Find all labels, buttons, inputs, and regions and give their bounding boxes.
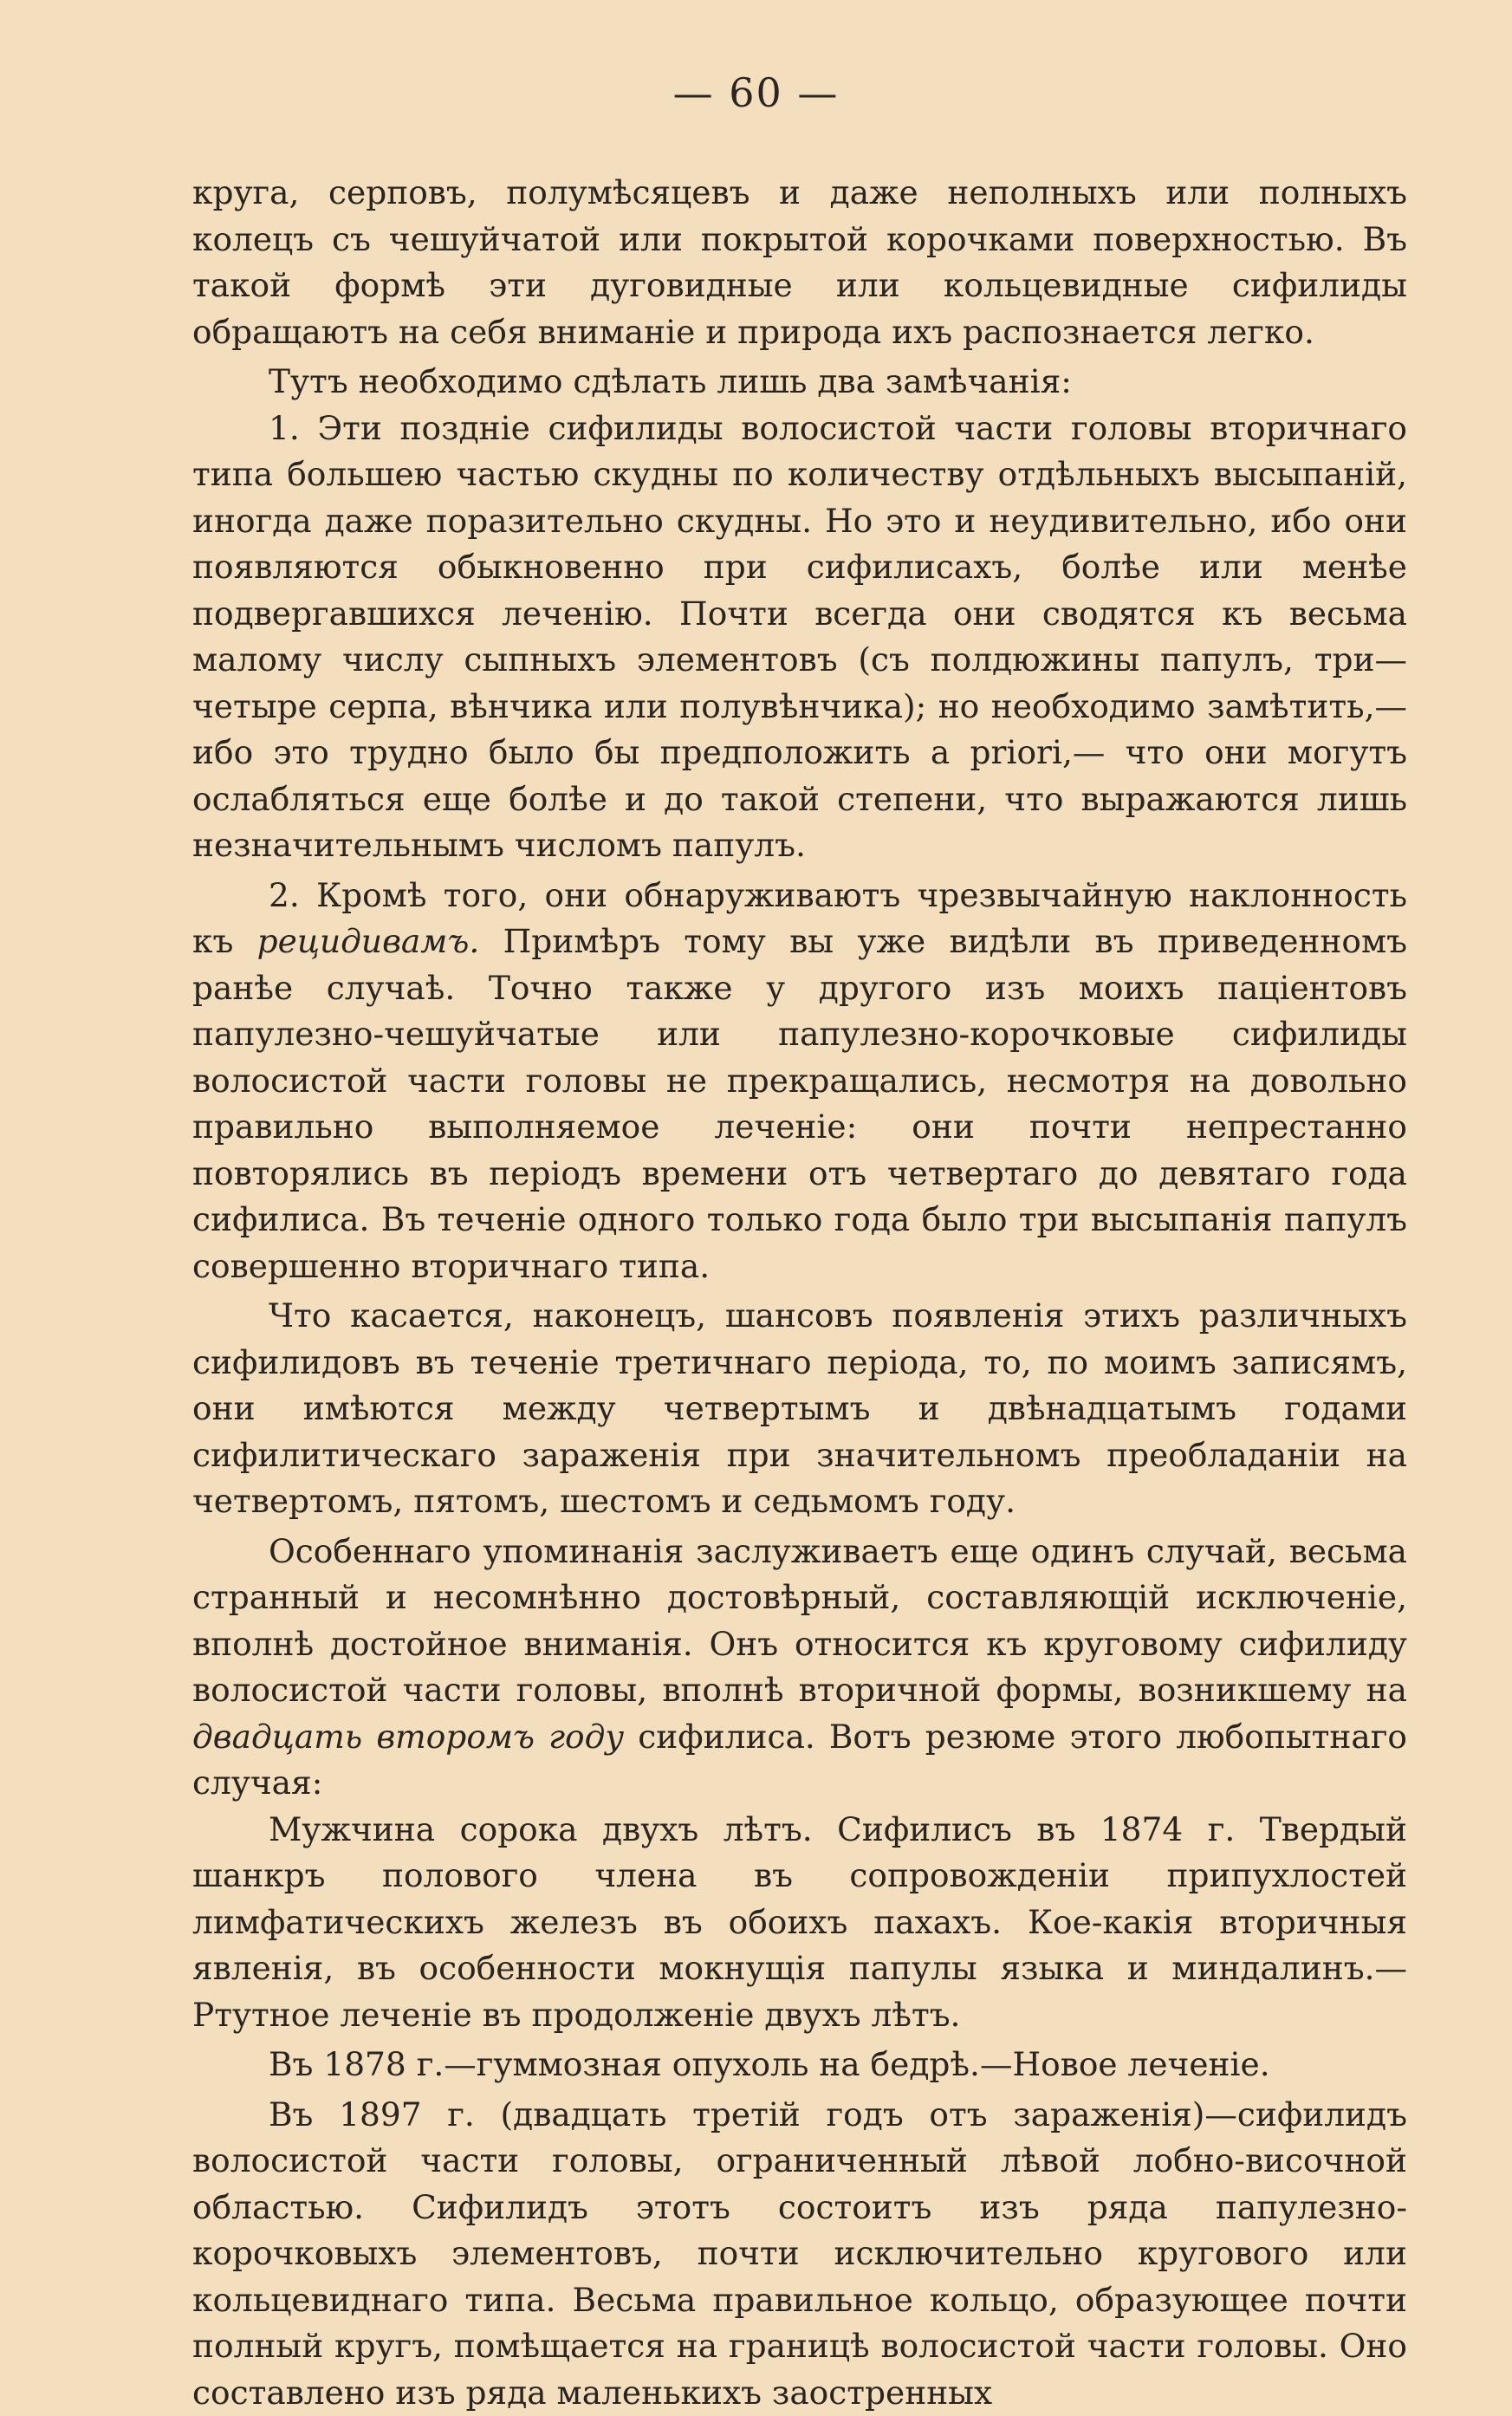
text-run: Въ 1897 г. (двадцать третій годъ отъ зараженія)—сифилидъ волосистой части головы, ограниченный лѣвой лобно-височной областью. Сифилидъ этотъ состоитъ изъ ряда папулезно-корочковыхъ элементовъ, почти исключительно кругового или кольцевиднаго типа. Весьма правильное кольцо, образующее почти полный кругъ, помѣщается на границѣ волосистой части головы. Оно составлено изъ ряда маленькихъ заостренных bbox=[192, 2095, 1407, 2412]
paragraph bbox=[192, 873, 1407, 1290]
text-run: Мужчина сорока двухъ лѣтъ. Сифилисъ въ 1874 г. Твердый шанкръ полового члена въ сопровожденіи припухлостей лимфатическихъ железъ въ обоихъ пахахъ. Кое-какія вторичныя явленія, въ особенности мокнущія папулы языка и миндалинъ.—Ртутное леченіе въ продолженіе двухъ лѣтъ. bbox=[192, 1810, 1407, 2034]
paragraph bbox=[192, 1293, 1407, 1525]
text-run: Примѣръ тому вы уже видѣли въ приведенномъ ранѣе случаѣ. Точно также у другого изъ моихъ паціентовъ папулезно-чешуйчатые или папулезно-корочковые сифилиды волосистой части головы не прекращались, несмотря на довольно правильно выполняемое леченіе: они почти непрестанно повторялись въ періодъ времени отъ четвертаго до девятаго года сифилиса. Въ теченіе одного только года было три высыпанія папулъ совершенно вторичнаго типа. bbox=[192, 922, 1407, 1285]
page-number: — 60 — bbox=[0, 69, 1512, 116]
text-run: 2. Кромѣ того, они обнаруживаютъ чрезвычайную наклонность къ bbox=[192, 876, 1407, 961]
text-run: сифилиса. Вотъ резюме этого любопытнаго случая: bbox=[192, 1718, 1407, 1802]
text-run: 1. Эти поздніе сифилиды волосистой части головы вторичнаго типа большею частью скудны по количеству отдѣльныхъ высыпаній, иногда даже поразительно скудны. Но это и неудивительно, ибо они появляются обыкновенно при сифилисахъ, болѣе или менѣе подвергавшихся леченію. Почти всегда они сводятся къ весьма малому числу сыпныхъ элементовъ (съ полдюжины папулъ, три—четыре серпа, вѣнчика или полувѣнчика); но необходимо замѣтить,—ибо это трудно было бы предположить a priori,— что они могутъ ослабляться еще болѣе и до такой степени, что выражаются лишь незначительнымъ числомъ папулъ. bbox=[192, 409, 1407, 865]
italic-text-run: рецидивамъ. bbox=[257, 922, 480, 960]
paragraph bbox=[192, 359, 1407, 406]
body-text bbox=[192, 170, 1407, 2416]
text-run: Особеннаго упоминанія заслуживаетъ еще одинъ случай, весьма странный и несомнѣнно достовѣрный, составляющій исключеніе, вполнѣ достойное вниманія. Онъ относится къ круговому сифилиду волосистой части головы, вполнѣ вторичной формы, возникшему на bbox=[192, 1532, 1407, 1710]
paragraph bbox=[192, 1807, 1407, 2039]
text-run: Тутъ необходимо сдѣлать лишь два замѣчанія: bbox=[269, 362, 1072, 400]
paragraph bbox=[192, 170, 1407, 355]
paragraph bbox=[192, 406, 1407, 869]
text-run: Въ 1878 г.—гуммозная опухоль на бедрѣ.—Новое леченіе. bbox=[269, 2045, 1270, 2083]
paragraph bbox=[192, 1529, 1407, 1807]
paragraph bbox=[192, 2042, 1407, 2088]
text-run: Что касается, наконецъ, шансовъ появленія этихъ различныхъ сифилидовъ въ теченіе третичнаго періода, то, по моимъ записямъ, они имѣются между четвертымъ и двѣнадцатымъ годами сифилитическаго зараженія при значительномъ преобладаніи на четвертомъ, пятомъ, шестомъ и седьмомъ году. bbox=[192, 1296, 1407, 1520]
italic-text-run: двадцать второмъ году bbox=[192, 1718, 624, 1756]
paragraph bbox=[192, 2092, 1407, 2416]
text-run: круга, серповъ, полумѣсяцевъ и даже неполныхъ или полныхъ колецъ съ чешуйчатой или покрытой корочками поверхностью. Въ такой формѣ эти дуговидные или кольцевидные сифилиды обращаютъ на себя вниманіе и природа ихъ распознается легко. bbox=[192, 173, 1407, 351]
